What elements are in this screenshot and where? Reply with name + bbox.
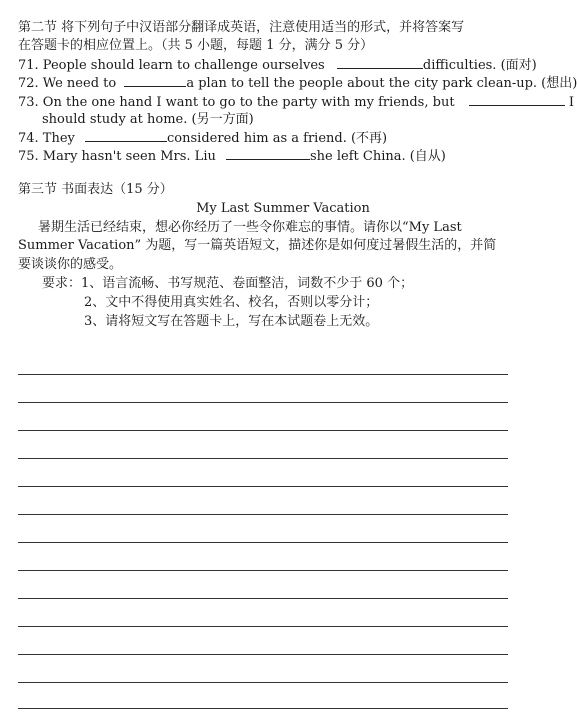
writing-line[interactable] xyxy=(18,626,508,627)
writing-line[interactable] xyxy=(18,570,508,571)
essay-prompt-line3: 要谈谈你的感受。 xyxy=(18,257,123,272)
question-71-hint: difficulties. (面对) xyxy=(422,58,537,73)
requirement-3: 3、请将短文写在答题卡上，写在本试题卷上无效。 xyxy=(84,314,379,329)
essay-prompt-line1: 暑期生活已经结束，想必你经历了一些令你难忘的事情。请你以“My Last xyxy=(38,220,462,235)
question-72 xyxy=(18,74,577,93)
answer-blank-72[interactable] xyxy=(124,74,186,87)
question-74-text: 74. They xyxy=(18,131,75,146)
question-73-text: 73. On the one hand I want to go to the party with my friends, but xyxy=(18,95,455,110)
answer-blank-71[interactable] xyxy=(337,56,423,69)
writing-line[interactable] xyxy=(18,514,508,515)
question-75-hint: she left China. (自从) xyxy=(309,149,446,164)
question-73-continuation: should study at home. (另一方面) xyxy=(42,112,254,127)
section2-instruction-line1: 第二节 将下列句子中汉语部分翻译成英语，注意使用适当的形式，并将答案写 xyxy=(18,20,465,35)
writing-line[interactable] xyxy=(18,430,508,431)
question-73-after: I xyxy=(568,95,574,110)
answer-blank-75[interactable] xyxy=(226,147,310,160)
writing-line[interactable] xyxy=(18,458,508,459)
writing-line[interactable] xyxy=(18,708,508,709)
question-72-hint: a plan to tell the people about the city park clean-up. (想出) xyxy=(186,76,577,91)
question-74 xyxy=(18,129,387,148)
writing-line[interactable] xyxy=(18,654,508,655)
answer-blank-73[interactable] xyxy=(469,93,565,106)
question-72-text: 72. We need to xyxy=(18,76,117,91)
section2-instruction-line2: 在答题卡的相应位置上。（共 5 小题，每题 1 分，满分 5 分） xyxy=(18,38,374,53)
section3-heading: 第三节 书面表达（15 分） xyxy=(18,182,173,197)
question-71-text: 71. People should learn to challenge ourselves xyxy=(18,58,325,73)
question-74-hint: considered him as a friend. (不再) xyxy=(167,131,388,146)
writing-line[interactable] xyxy=(18,598,508,599)
requirement-2: 2、文中不得使用真实姓名、校名，否则以零分计； xyxy=(84,295,379,310)
question-75 xyxy=(18,147,446,166)
question-73 xyxy=(18,93,574,112)
writing-line[interactable] xyxy=(18,682,508,683)
answer-blank-74[interactable] xyxy=(85,129,167,142)
writing-line[interactable] xyxy=(18,402,508,403)
writing-line[interactable] xyxy=(18,374,508,375)
question-71 xyxy=(18,56,537,75)
question-75-text: 75. Mary hasn't seen Mrs. Liu xyxy=(18,149,216,164)
writing-line[interactable] xyxy=(18,542,508,543)
requirement-1: 要求：1、语言流畅、书写规范、卷面整洁，词数不少于 60 个； xyxy=(42,276,414,291)
essay-prompt-line2: Summer Vacation” 为题，写一篇英语短文，描述你是如何度过暑假生活的，并简 xyxy=(18,238,497,253)
essay-title: My Last Summer Vacation xyxy=(196,201,370,216)
writing-line[interactable] xyxy=(18,486,508,487)
